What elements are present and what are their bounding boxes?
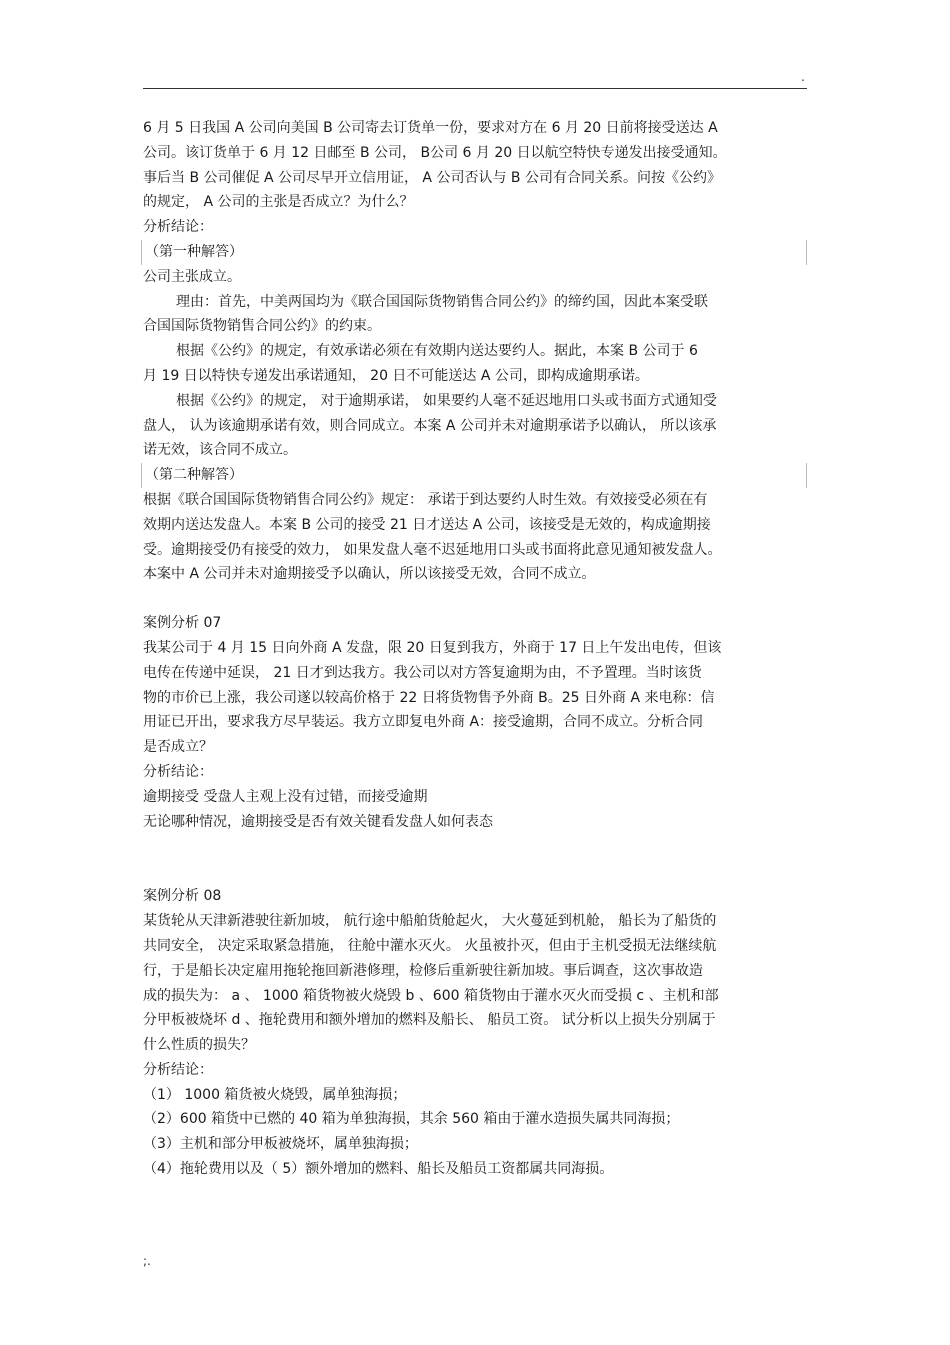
- text-line: （第二种解答）: [141, 463, 807, 488]
- text-line: （第一种解答）: [141, 240, 807, 265]
- text-line: 逾期接受 受盘人主观上没有过错，而接受逾期: [143, 788, 428, 805]
- text-line: 案例分析 08: [143, 888, 222, 905]
- text-line: 本案中 A 公司并未对逾期接受予以确认，所以该接受无效，合同不成立。: [143, 566, 596, 583]
- text-line: 分析结论：: [143, 219, 213, 236]
- text-line: 行，于是船长决定雇用拖轮拖回新港修理，检修后重新驶往新加坡。事后调查，这次事故造: [143, 962, 703, 979]
- text-line: 月 19 日以特快专递发出承诺通知， 20 日不可能送达 A 公司，即构成逾期承诺。: [143, 367, 649, 384]
- text-line: 根据《公约》的规定，有效承诺必须在有效期内送达要约人。据此，本案 B 公司于 6: [176, 343, 698, 360]
- header-mark: .: [801, 70, 805, 84]
- text-line: 案例分析 07: [143, 615, 222, 632]
- text-line: 分析结论：: [143, 763, 213, 780]
- text-line: （2）600 箱货中已燃的 40 箱为单独海损，其余 560 箱由于灌水造损失属共同海损；: [143, 1111, 680, 1128]
- text-line: 物的市价已上涨，我公司遂以较高价格于 22 日将货物售予外商 B。25 日外商 A 来电称：信: [143, 689, 715, 706]
- text-line: 成的损失为： a 、 1000 箱货物被火烧毁 b 、600 箱货物由于灌水灭火而受损 c 、主机和部: [143, 987, 719, 1004]
- text-line: 6 月 5 日我国 A 公司向美国 B 公司寄去订货单一份，要求对方在 6 月 20 日前将接受送达 A: [143, 120, 718, 136]
- text-line: （1） 1000 箱货被火烧毁，属单独海损；: [143, 1086, 407, 1103]
- text-line: 某货轮从天津新港驶往新加坡， 航行途中船舶货舱起火， 大火蔓延到机舱， 船长为了船货的: [143, 913, 717, 930]
- text-line: （3）主机和部分甲板被烧坏，属单独海损；: [143, 1136, 418, 1153]
- text-line: 公司主张成立。: [143, 268, 241, 285]
- text-line: 根据《公约》的规定， 对于逾期承诺， 如果要约人毫不延迟地用口头或书面方式通知受: [176, 392, 717, 409]
- text-line: 我某公司于 4 月 15 日向外商 A 发盘，限 20 日复到我方，外商于 17 日上午发出电传，但该: [143, 639, 722, 656]
- header-rule: [143, 88, 807, 89]
- footer-mark: ;.: [143, 1254, 151, 1268]
- section-gap: [143, 587, 813, 611]
- text-line: 根据《联合国国际货物销售合同公约》规定： 承诺于到达要约人时生效。有效接受必须在有: [143, 491, 708, 508]
- text-line: 效期内送达发盘人。本案 B 公司的接受 21 日才送达 A 公司，该接受是无效的，构成逾期接: [143, 516, 711, 533]
- text-line: 合国国际货物销售合同公约》的约束。: [143, 318, 381, 335]
- text-line: 公司。该订货单于 6 月 12 日邮至 B 公司， B公司 6 月 20 日以航空特快专递发出接受通知。: [143, 144, 727, 161]
- text-line: 分析结论：: [143, 1061, 213, 1078]
- document-body: [143, 116, 813, 1182]
- text-line: 盘人， 认为该逾期承诺有效，则合同成立。本案 A 公司并未对逾期承诺予以确认， 所以该承: [143, 417, 717, 434]
- text-line: （4）拖轮费用以及（ 5）额外增加的燃料、船长及船员工资都属共同海损。: [143, 1161, 614, 1178]
- text-line: 诺无效，该合同不成立。: [143, 442, 297, 459]
- text-line: 分甲板被烧坏 d 、拖轮费用和额外增加的燃料及船长、 船员工资。 试分析以上损失分别属于: [143, 1012, 716, 1029]
- text-line: 什么性质的损失？: [143, 1037, 255, 1054]
- text-line: 是否成立？: [143, 739, 213, 756]
- text-line: 无论哪种情况，逾期接受是否有效关键看发盘人如何表态: [143, 813, 493, 830]
- section-gap: [143, 834, 813, 884]
- text-line: 事后当 B 公司催促 A 公司尽早开立信用证， A 公司否认与 B 公司有合同关系。问按《公约》: [143, 169, 721, 186]
- text-line: 受。逾期接受仍有接受的效力， 如果发盘人毫不迟延地用口头或书面将此意见通知被发盘人。: [143, 541, 722, 558]
- text-line: 共同安全， 决定采取紧急措施， 往舱中灌水灭火。 火虽被扑灭，但由于主机受损无法继续航: [143, 937, 717, 954]
- text-line: 用证已开出，要求我方尽早装运。我方立即复电外商 A：接受逾期，合同不成立。分析合同: [143, 714, 704, 731]
- text-line: 的规定， A 公司的主张是否成立？为什么？: [143, 194, 414, 211]
- text-line: 电传在传递中延误， 21 日才到达我方。我公司以对方答复逾期为由，不予置理。当时该货: [143, 664, 702, 681]
- text-line: 理由：首先，中美两国均为《联合国国际货物销售合同公约》的缔约国，因此本案受联: [176, 293, 708, 310]
